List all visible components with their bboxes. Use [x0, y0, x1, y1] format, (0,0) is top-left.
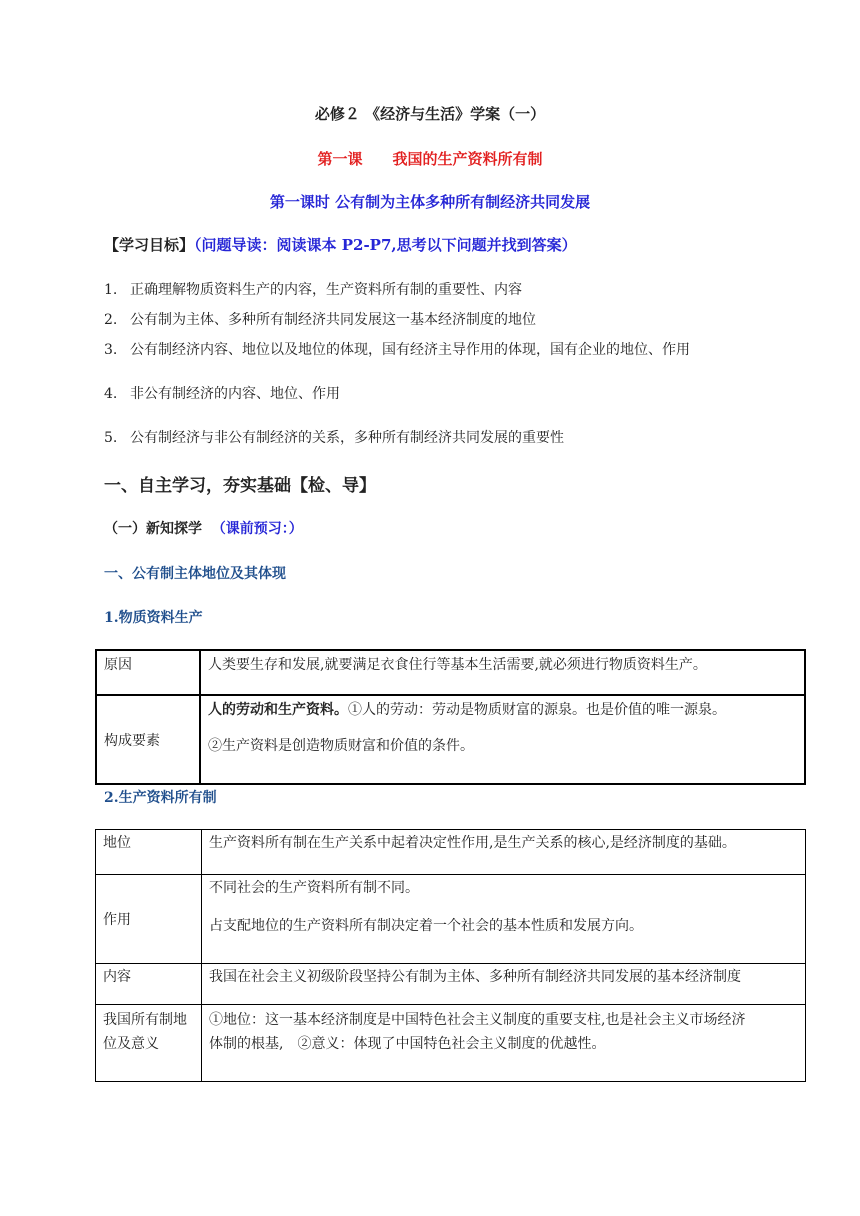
row-label: 作用	[96, 875, 202, 964]
table-row	[96, 650, 805, 695]
row-content: 生产资料所有制在生产关系中起着决定性作用,是生产关系的核心,是经济制度的基础。	[202, 830, 806, 875]
table-row	[96, 830, 806, 875]
row-label: 地位	[96, 830, 202, 875]
period-title: 第一课时 公有制为主体多种所有制经济共同发展	[269, 193, 591, 211]
objective-number: 2.	[104, 312, 118, 328]
lesson-title: 第一课 我国的生产资料所有制	[317, 150, 543, 168]
objective-text: 公有制经济与非公有制经济的关系，多种所有制经济共同发展的重要性	[130, 430, 564, 446]
row-content: 我国在社会主义初级阶段坚持公有制为主体、多种所有制经济共同发展的基本经济制度	[202, 964, 806, 1005]
table2-heading: 2.生产资料所有制	[104, 790, 217, 806]
objective-text: 公有制为主体、多种所有制经济共同发展这一基本经济制度的地位	[130, 312, 536, 328]
objective-text: 公有制经济内容、地位以及地位的体现，国有经济主导作用的体现，国有企业的地位、作用	[130, 342, 690, 358]
row-label: 我国所有制地 位及意义	[96, 1005, 202, 1082]
objective-item	[104, 427, 564, 447]
objective-number: 3.	[104, 342, 118, 358]
objective-item	[104, 339, 690, 359]
objective-item	[104, 279, 522, 299]
objective-number: 5.	[104, 430, 118, 446]
objective-text: 正确理解物质资料生产的内容，生产资料所有制的重要性、内容	[130, 282, 522, 298]
table-row	[96, 875, 806, 964]
material-production-table	[95, 649, 806, 785]
objectives-hint: （问题导读：阅读课本 P2-P7,思考以下问题并找到答案）	[194, 236, 577, 254]
doc-title: 必修２ 《经济与生活》学案（一）	[314, 105, 546, 123]
subsection-hint: （课前预习：）	[211, 521, 303, 537]
row-label: 原因	[96, 650, 200, 695]
objective-item	[104, 309, 536, 329]
key-elements-bold: 人的劳动和生产资料。	[208, 702, 348, 718]
table-row	[96, 964, 806, 1005]
section-heading: 一、自主学习，夯实基础【检、导】	[104, 476, 376, 496]
row-content: 人类要生存和发展,就要满足衣食住行等基本生活需要,就必须进行物质资料生产。	[200, 650, 805, 695]
table-row	[96, 695, 805, 784]
objective-item	[104, 383, 340, 403]
row-label: 内容	[96, 964, 202, 1005]
row-content: 人的劳动和生产资料。①人的劳动：劳动是物质财富的源泉。也是价值的唯一源泉。 ②生产资料是创造物质财富和价值的条件。	[200, 695, 805, 784]
row-content: ①地位：这一基本经济制度是中国特色社会主义制度的重要支柱,也是社会主义市场经济 体制的根基, ②意义：体现了中国特色社会主义制度的优越性。	[202, 1005, 806, 1082]
objective-text: 非公有制经济的内容、地位、作用	[130, 386, 340, 402]
row-label: 构成要素	[96, 695, 200, 784]
row-content: 不同社会的生产资料所有制不同。 占支配地位的生产资料所有制决定着一个社会的基本性质和发展方向。	[202, 875, 806, 964]
table-row	[96, 1005, 806, 1082]
objective-number: 1.	[104, 282, 118, 298]
objectives-heading	[104, 234, 577, 255]
subsection-heading	[104, 518, 303, 538]
objectives-label: 【学习目标】	[104, 236, 195, 254]
table1-heading: 1.物质资料生产	[104, 610, 203, 626]
subsection-label: （一）新知探学	[104, 521, 202, 537]
topic-heading: 一、公有制主体地位及其体现	[104, 566, 286, 582]
objective-number: 4.	[104, 386, 118, 402]
ownership-table	[95, 829, 806, 1082]
